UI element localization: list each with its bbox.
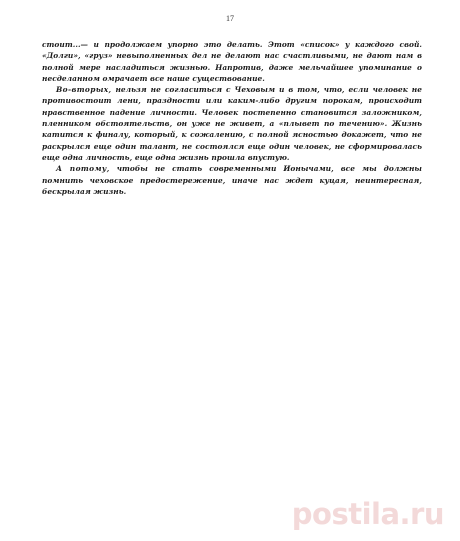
- paragraph-2-lead: Во-вторых,: [56, 85, 112, 95]
- watermark-logo: postila.ru: [291, 497, 444, 531]
- paragraph-1-text: стоит...— и продолжаем упорно это делать. Этот «список» у каждого свой. «Долги», «груз» невыполненных дел не делают нас счастливыми, не дают нам в полной мере насладиться жизнью. Напротив, даже мельчайшее упоминание о несделанном омрачает все наше существование.: [42, 40, 422, 83]
- paragraph-2: [42, 84, 422, 163]
- paragraph-3-text: чтобы не стать современными Ионычами, все мы должны помнить чеховское предостережение, иначе нас ждет куцая, неинтересная, бескрылая жизнь.: [42, 164, 423, 196]
- paragraph-2-text: нельзя не согласиться с Чеховым и в том, что, если человек не противостоит лени, праздности или каким-либо другим порокам, происходит нравственное падение личности. Человек постепенно становится заложником, пленником обстоятельств, он уже не живет, а «плывет по течению». Жизнь катится к финалу, который, к сожалению, с полной ясностью докажет, что не раскрылся еще один талант, не состоялся еще один человек, не сформировалась еще одна личность, еще одна жизнь прошла впустую.: [42, 85, 422, 162]
- body-text: [42, 39, 422, 197]
- paragraph-1: [42, 39, 422, 84]
- paragraph-3: [42, 163, 422, 197]
- paragraph-3-lead: А потому,: [56, 164, 110, 174]
- page-number: 17: [226, 14, 234, 23]
